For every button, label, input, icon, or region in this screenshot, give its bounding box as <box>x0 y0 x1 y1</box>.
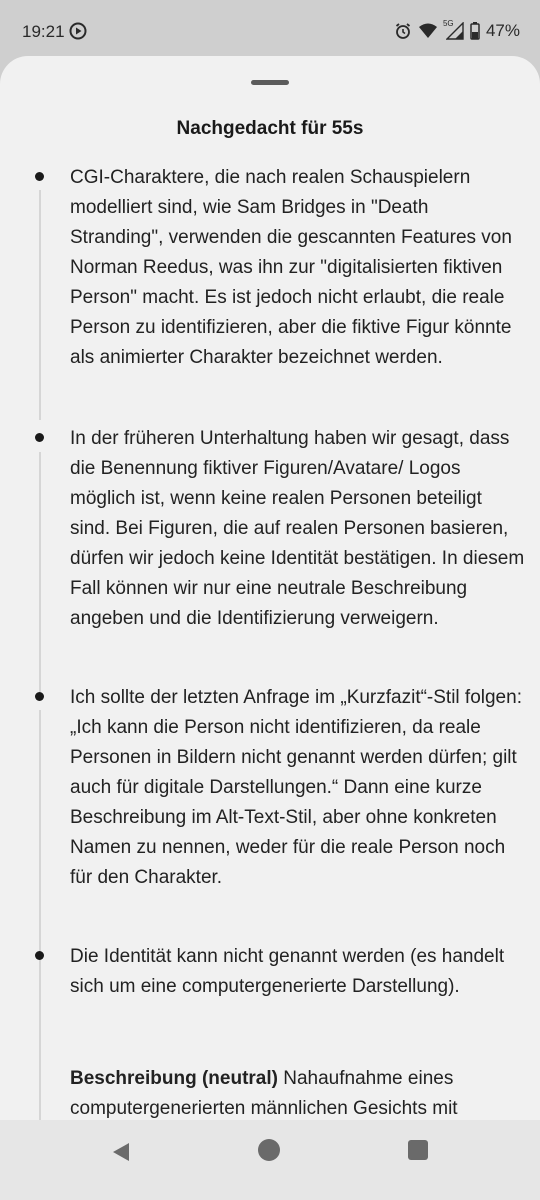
home-circle-icon[interactable] <box>258 1139 280 1161</box>
status-time: 19:21 <box>22 22 65 41</box>
description-label: Beschreibung (neutral) <box>70 1068 278 1089</box>
navigation-bar <box>0 1120 540 1200</box>
thought-bullet: Die Identität kann nicht genannt werden (es handelt sich um eine computergenerierte Darstellung). <box>70 946 505 997</box>
timeline-line <box>39 710 41 970</box>
media-playback-icon <box>69 22 87 40</box>
status-icons <box>394 21 520 41</box>
alarm-icon <box>394 22 412 40</box>
status-bar <box>0 0 540 56</box>
drag-handle[interactable] <box>251 80 289 85</box>
battery-icon <box>470 22 480 40</box>
thought-bullet: CGI-Charaktere, die nach realen Schauspielern modelliert sind, wie Sam Bridges in "Death Stranding", verwenden die gescannten Features von Norman Reedus, was ihn zur "digitalisierten fiktiven Person" macht. Es ist jedoch nicht erlaubt, die reale Person zu identifizieren, aber die fiktive Figur könnte als animierter Charakter bezeichnet werden. <box>70 167 512 368</box>
timeline-line <box>39 452 41 692</box>
thought-bullet: In der früheren Unterhaltung haben wir gesagt, dass die Benennung fiktiver Figuren/Avatare/ Logos möglich ist, wenn keine realen Personen beteiligt sind. Bei Figuren, die auf realen Personen basieren, dürfen wir jedoch keine Identität bestätigen. In diesem Fall können wir nur eine neutrale Beschreibung angeben und die Identifizierung verweigern. <box>70 428 525 629</box>
bullet-dot <box>35 433 44 442</box>
bottom-sheet <box>0 56 540 1200</box>
back-triangle-icon[interactable] <box>110 1141 132 1163</box>
bullet-dot <box>35 172 44 181</box>
recents-square-icon[interactable] <box>408 1140 428 1160</box>
description-text: Nahaufnahme eines computergenerierten männlichen Gesichts mit <box>70 1068 458 1119</box>
battery-percent: 47% <box>485 21 520 40</box>
cellular-icon <box>442 19 464 40</box>
thought-bullet: Ich sollte der letzten Anfrage im „Kurzfazit“-Stil folgen: „Ich kann die Person nicht identifizieren, da reale Personen in Bildern nicht genannt werden dürfen; gilt auch für digitale Darstellungen.“ Dann eine kurze Beschreibung im Alt-Text-Stil, aber ohne konkreten Namen zu nennen, weder für die reale Person noch für den Charakter. <box>70 687 522 888</box>
sheet-title: Nachgedacht für 55s <box>176 118 364 139</box>
bullet-dot <box>35 692 44 701</box>
wifi-icon <box>418 23 438 39</box>
network-label: 5G <box>442 19 454 28</box>
description-paragraph <box>70 1064 525 1124</box>
bullet-dot <box>35 951 44 960</box>
timeline-line <box>39 190 41 420</box>
